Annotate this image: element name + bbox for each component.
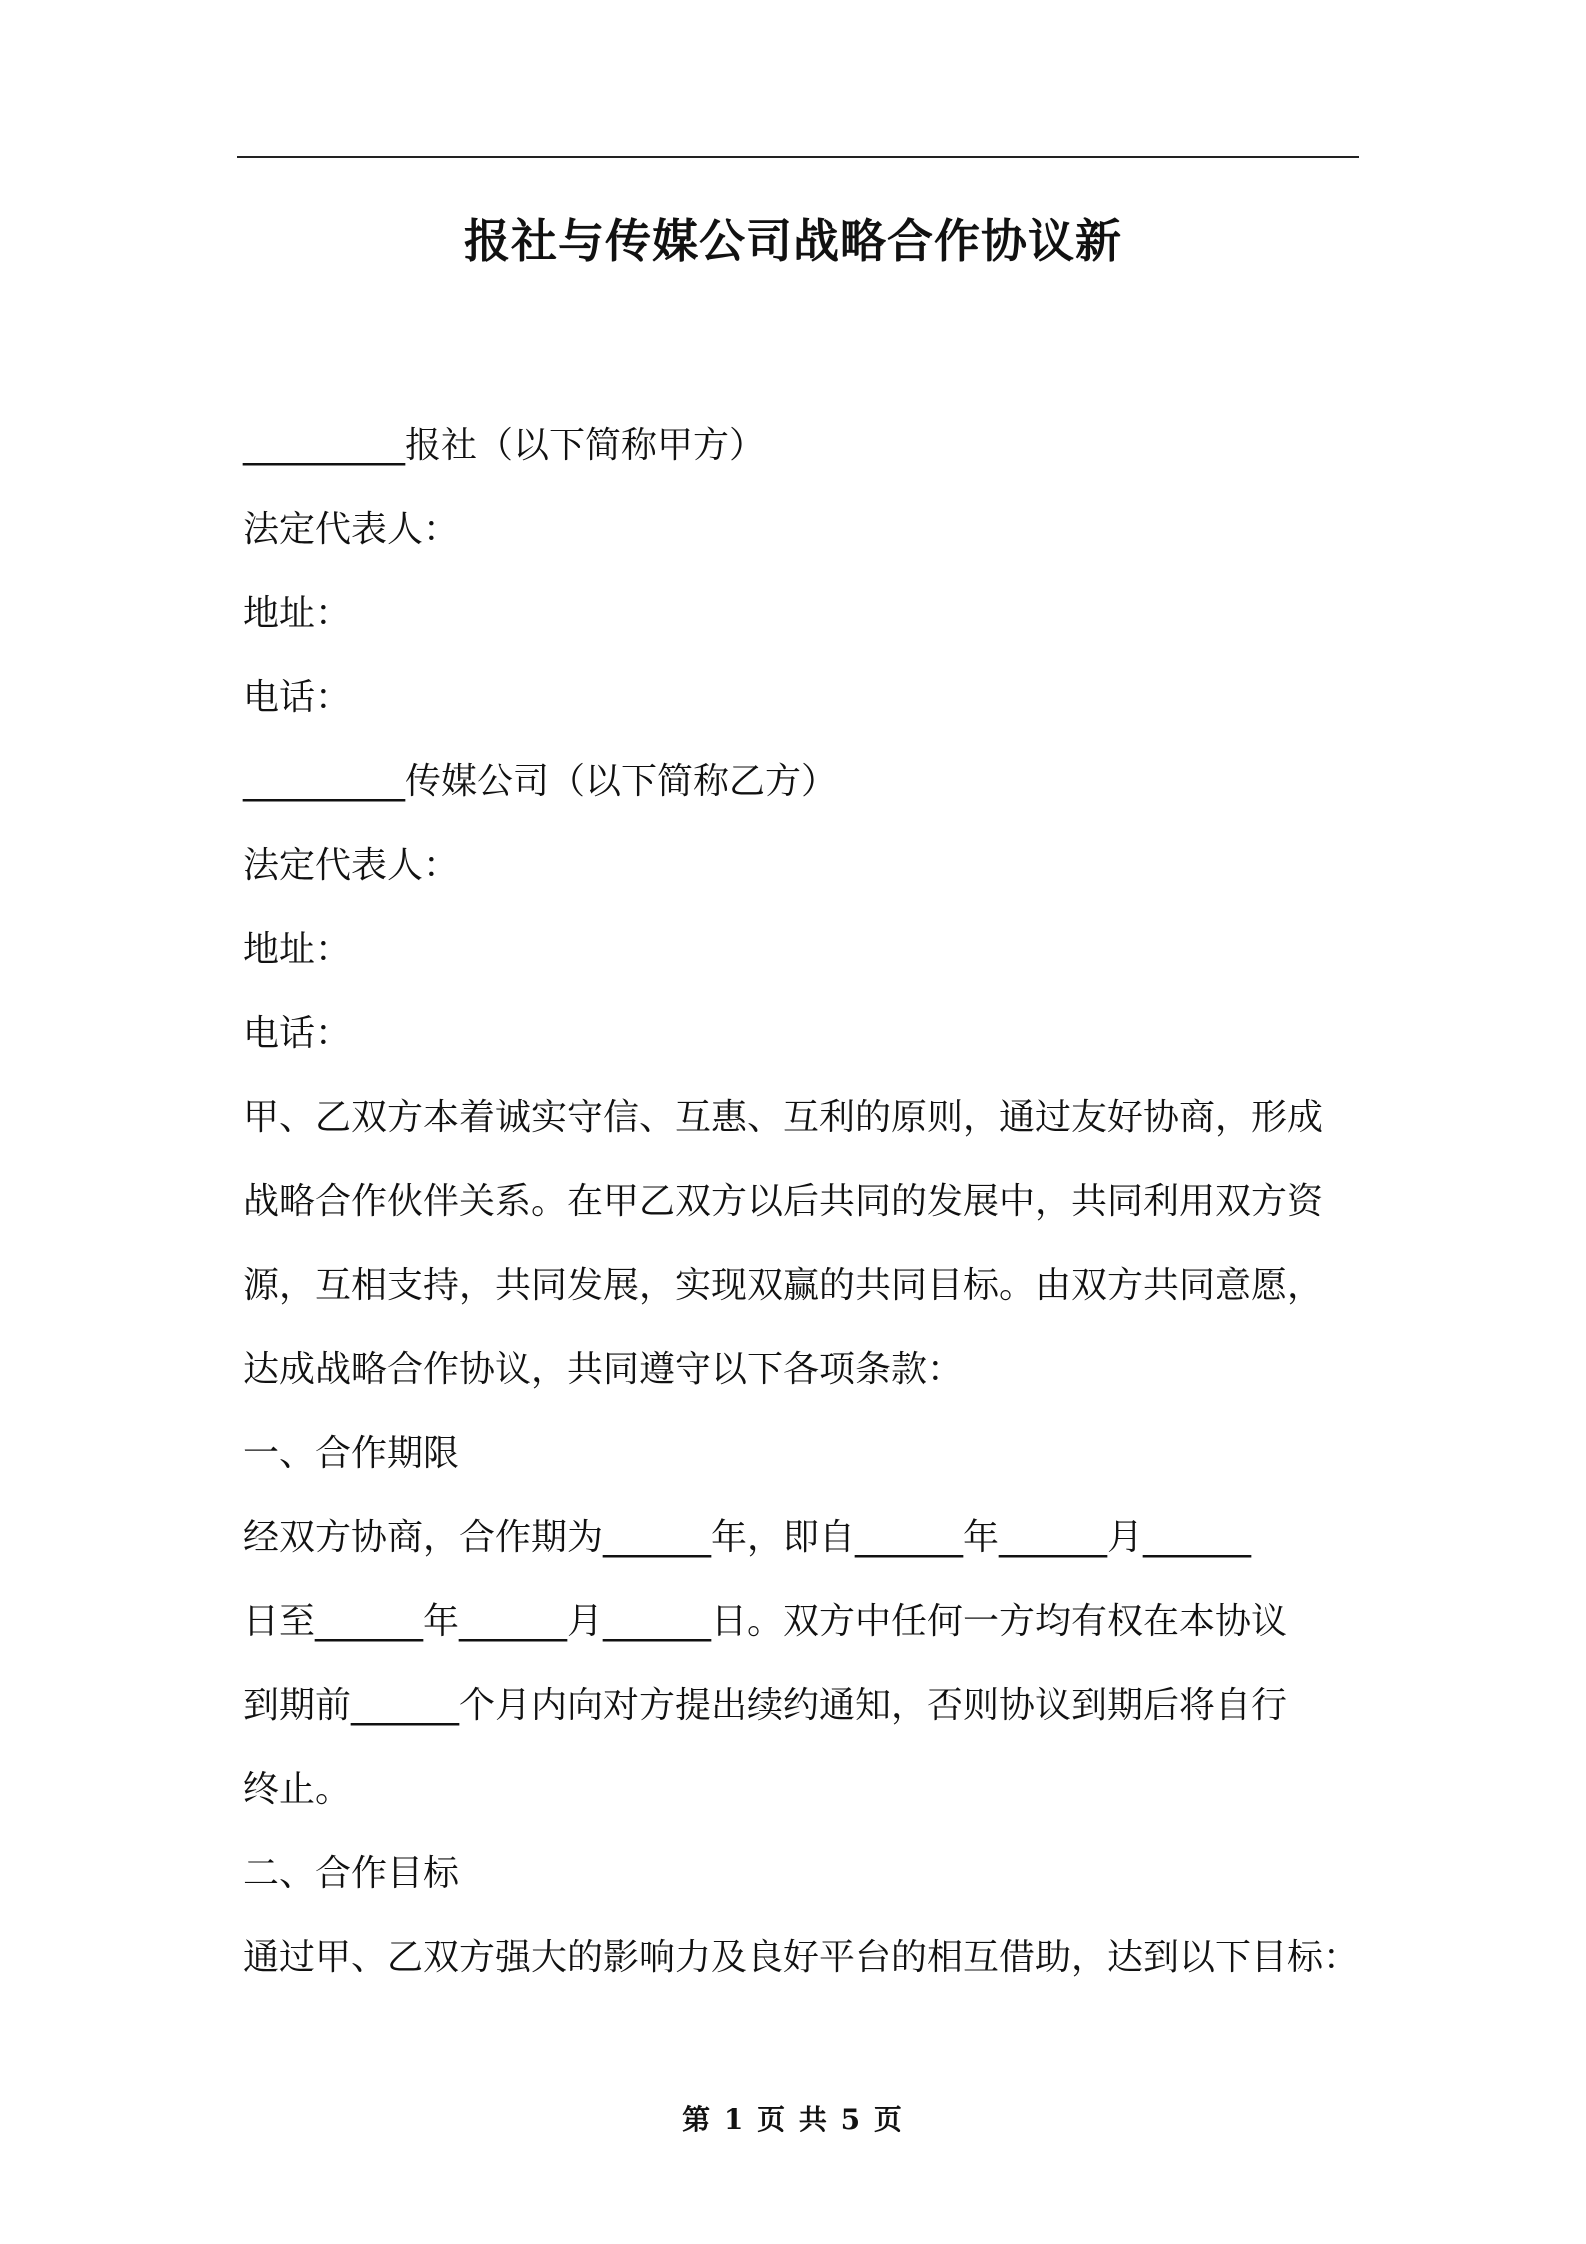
- document-title: 报社与传媒公司战略合作协议新: [464, 214, 1122, 268]
- party-b-address: 地址：: [243, 929, 352, 970]
- preamble-line-4: 达成战略合作协议，共同遵守以下各项条款：: [243, 1349, 964, 1390]
- header-rule: [237, 156, 1359, 158]
- preamble-line-3: 源，互相支持，共同发展，实现双赢的共同目标。由双方共同意愿，: [243, 1265, 1324, 1306]
- page-number-footer: 第 1 页 共 5 页: [682, 2103, 904, 2136]
- party-b-name: _________传媒公司（以下简称乙方）: [243, 761, 838, 802]
- section-1-line-1: 经双方协商，合作期为______年，即自______年______月______: [243, 1517, 1252, 1558]
- preamble-line-1: 甲、乙双方本着诚实守信、互惠、互利的原则，通过友好协商，形成: [243, 1097, 1324, 1138]
- party-b-legal-rep: 法定代表人：: [243, 845, 460, 886]
- section-heading-2: 二、合作目标: [243, 1853, 460, 1894]
- section-heading-1: 一、合作期限: [243, 1433, 460, 1474]
- preamble-line-2: 战略合作伙伴关系。在甲乙双方以后共同的发展中，共同利用双方资: [243, 1181, 1324, 1222]
- section-2-line-1: 通过甲、乙双方强大的影响力及良好平台的相互借助，达到以下目标：: [243, 1937, 1360, 1978]
- party-a-address: 地址：: [243, 593, 352, 634]
- party-b-phone: 电话：: [243, 1013, 352, 1054]
- section-1-line-4: 终止。: [243, 1769, 352, 1810]
- party-a-phone: 电话：: [243, 677, 352, 718]
- document-body: [243, 404, 1360, 2000]
- party-a-name: _________报社（以下简称甲方）: [243, 425, 766, 466]
- party-a-legal-rep: 法定代表人：: [243, 509, 460, 550]
- section-1-line-3: 到期前______个月内向对方提出续约通知，否则协议到期后将自行: [243, 1685, 1288, 1726]
- section-1-line-2: 日至______年______月______日。双方中任何一方均有权在本协议: [243, 1601, 1288, 1642]
